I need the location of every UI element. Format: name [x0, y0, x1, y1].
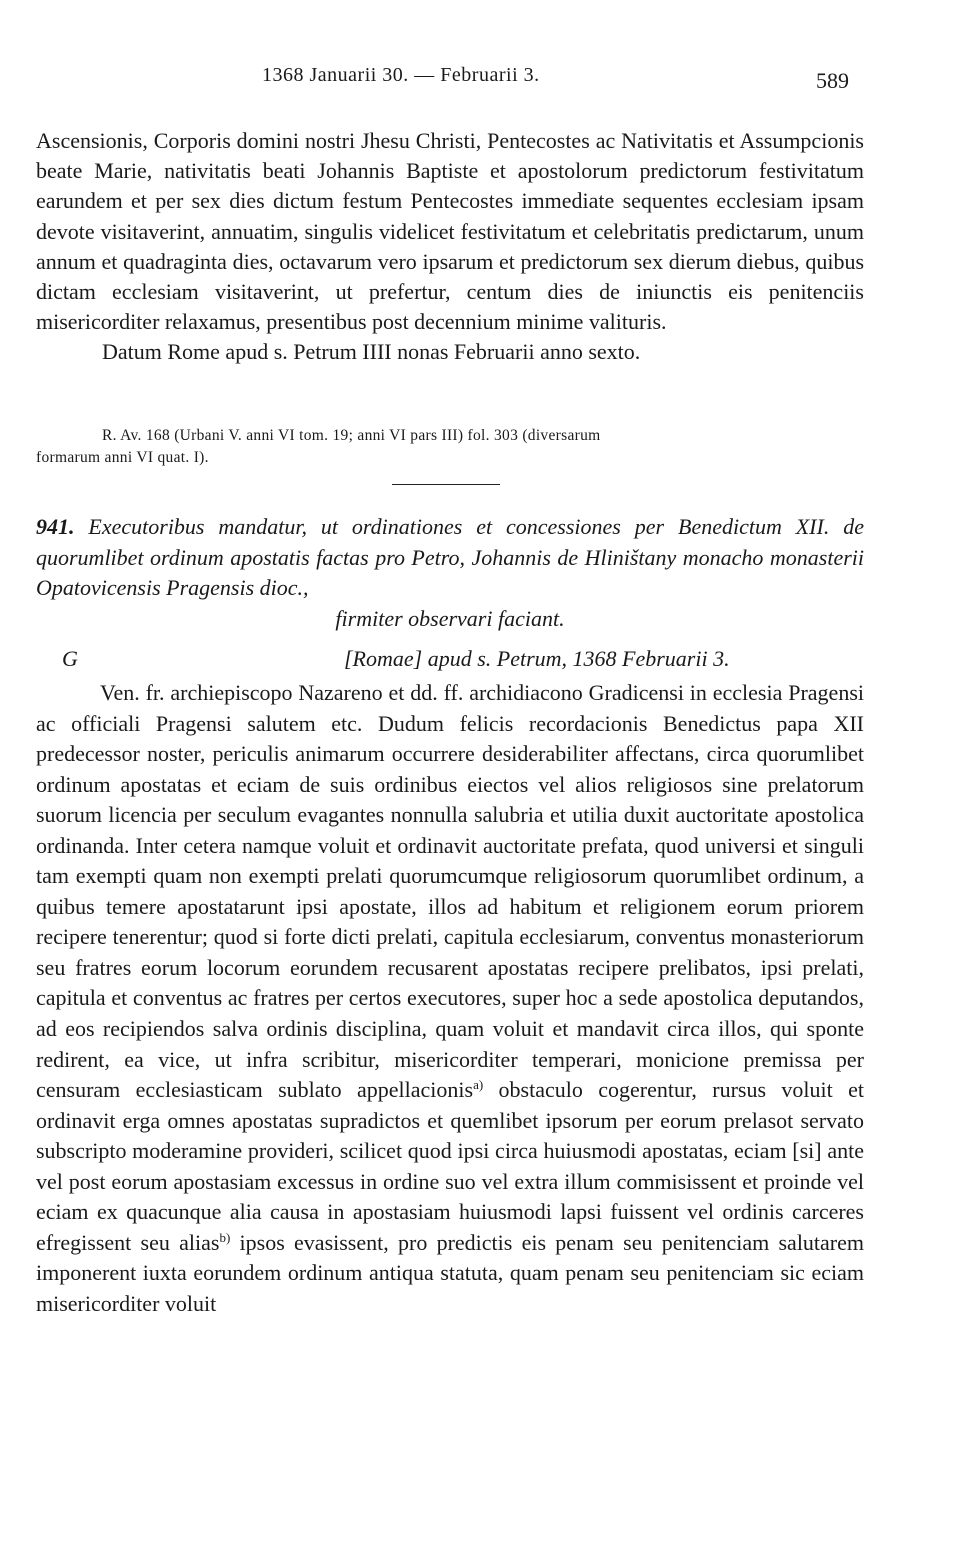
place-date: [Romae] apud s. Petrum, 1368 Februarii 3.	[344, 646, 730, 671]
source-note-line: R. Av. 168 (Urbani V. anni VI tom. 19; anni VI pars III) fol. 303 (diversarum	[102, 427, 601, 444]
document-text-part2: obstaculo cogerentur, rursus voluit et ordinavit erga omnes apostatas supradictos et quemlibet ipsorum per eorum prelasot servato subscripto moderamine provideri, scilicet quod ipsi circa huiusmodi apostatas, eciam [si] ante vel post eorum apostasiam excessus in ordine suo vel extra illum commisissent et proinde vel eciam ex quacunque alia causa in apostasiam huiusmodi lapsi fuissent vel ordinis carceres efregissent seu alias	[36, 1077, 864, 1255]
separator-rule	[392, 484, 500, 485]
footnote-marker-a: a)	[473, 1077, 484, 1093]
running-head	[0, 64, 960, 94]
continuation-text	[36, 126, 864, 368]
source-note	[36, 425, 862, 469]
document-number: 941.	[36, 514, 75, 539]
document-text	[36, 678, 864, 1319]
running-title: 1368 Januarii 30. — Februarii 3.	[262, 64, 540, 86]
document-text-part1: Ven. fr. archiepiscopo Nazareno et dd. ff. archidiacono Gradicensi in ecclesia Pragensi ac officiali Pragensi salutem etc. Dudum felicis recordacionis Benedictus papa XII predecessor noster, periculis animarum occurrere desiderabiliter affectans, circa quorumlibet ordinum apostatas et eciam de suis ordinibus eiectos vel alios religiosos sine prelatorum suorum licencia per seculum evagantes nonnulla salubria et utilia duxit auctoritate apostolica ordinanda. Inter cetera namque voluit et ordinavit auctoritate prefata, quod universi et singuli tam exempti quam non exempti prelati quorumcumque religiosorum quorumlibet ordinum, a quibus temere apostatarunt ipsi apostate, illos ad habitum et religionem eorum priorem recipere tenerentur; quod si forte dicti prelati, capitula ecclesiarum, conventus monasteriorum seu fratres eorum locorum eorundem recusarent apostatas recipere prelibatos, ipsi prelati, capitula et conventus ac fratres per certos executores, super hoc a sede apostolica deputandos, ad eos recipiendos salva ordinis disciplina, quam voluit et mandavit circa illos, qui sponte redirent, ea vice, ut infra scribitur, misericorditer temperari, monicione premissa per censuram ecclesiasticam sublato appellacionis	[36, 680, 864, 1103]
document-paragraph	[36, 678, 864, 1319]
place-date-line	[62, 646, 864, 678]
continuation-paragraph: Ascensionis, Corporis domini nostri Jhesu Christi, Pentecostes ac Nativitatis et Assumpcionis beate Marie, nativitatis beati Johannis Baptiste et apostolorum predictorum festivitatum earundem et per sex dies dictum festum Pentecostes immediate sequentes ecclesiam ipsam devote visitaverint, annuatim, singulis videlicet festivitatum et celebritatis predictarum, unum annum et quadraginta dies, octavarum vero ipsarum et predictorum sex dierum diebus, quibus dictam ecclesiam visitaverint, ut prefertur, centum dies de iniunctis eis penitenciis misericorditer relaxamus, presentibus post decennium minime valituris.	[36, 128, 864, 335]
page-number: 589	[816, 68, 849, 93]
regest-text: Executoribus mandatur, ut ordinationes et concessiones per Benedictum XII. de quorumlibet ordinum apostatis factas pro Petro, Johannis de Hliništany monacho monasterii Opatovicensis Pragensis dioc.,	[36, 514, 865, 600]
document-text-part3: ipsos evasissent, pro predictis eis penam seu penitenciam salutarem imponerent iuxta eorundem ordinum antiqua statuta, quam penam seu penitenciam sic eciam misericorditer voluit	[36, 1229, 865, 1316]
regest-last-line: firmiter observari faciant.	[335, 605, 565, 631]
source-siglum: G	[62, 646, 78, 671]
dating-clause: Datum Rome apud s. Petrum IIII nonas Februarii anno sexto.	[102, 339, 641, 365]
footnote-marker-b: b)	[219, 1229, 231, 1245]
document-regest	[36, 512, 864, 634]
source-note-line: formarum anni VI quat. I).	[36, 449, 209, 466]
